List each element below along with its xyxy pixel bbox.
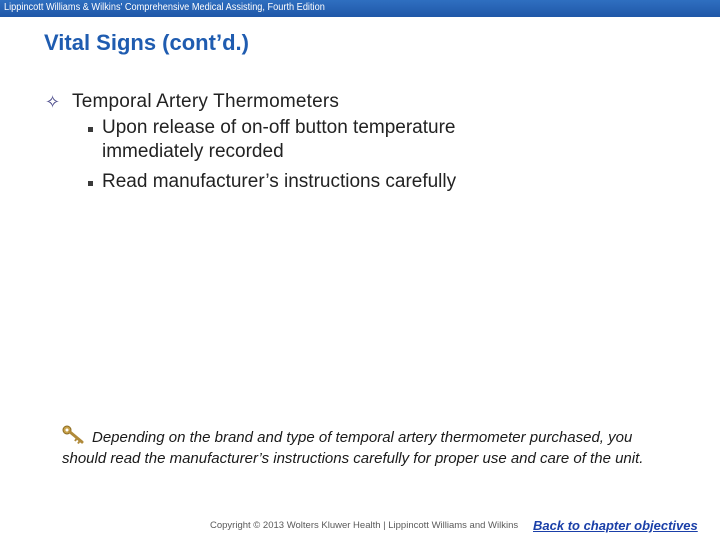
note-text: Depending on the brand and type of temporal artery thermometer purchased, you should read the manufacturer’s instructions carefully for proper use and care of the unit. xyxy=(62,429,644,467)
key-icon xyxy=(62,425,86,445)
square-bullet-icon xyxy=(88,181,93,186)
slide-title: Vital Signs (cont’d.) xyxy=(44,30,249,55)
sub-bullet-text: Upon release of on-off button temperature immediately recorded xyxy=(102,117,456,162)
bullet-list xyxy=(44,90,544,200)
square-bullet-icon xyxy=(88,127,93,132)
star-bullet-icon: ✧ xyxy=(45,92,61,112)
book-title: Lippincott Williams & Wilkins' Comprehensive Medical Assisting, Fourth Edition xyxy=(4,2,325,13)
sub-bullet-text: Read manufacturer’s instructions carefully xyxy=(102,171,457,192)
copyright-text: Copyright © 2013 Wolters Kluwer Health | Lippincott Williams and Wilkins xyxy=(210,520,519,531)
bullet-item xyxy=(44,90,544,114)
header-banner xyxy=(0,0,720,17)
sub-bullet-list xyxy=(44,116,544,194)
sub-bullet-item xyxy=(44,170,544,194)
bullet-label: Temporal Artery Thermometers xyxy=(72,91,340,112)
instructor-note xyxy=(62,425,662,469)
back-to-objectives-link[interactable]: Back to chapter objectives xyxy=(533,518,698,533)
sub-bullet-item xyxy=(44,116,544,164)
